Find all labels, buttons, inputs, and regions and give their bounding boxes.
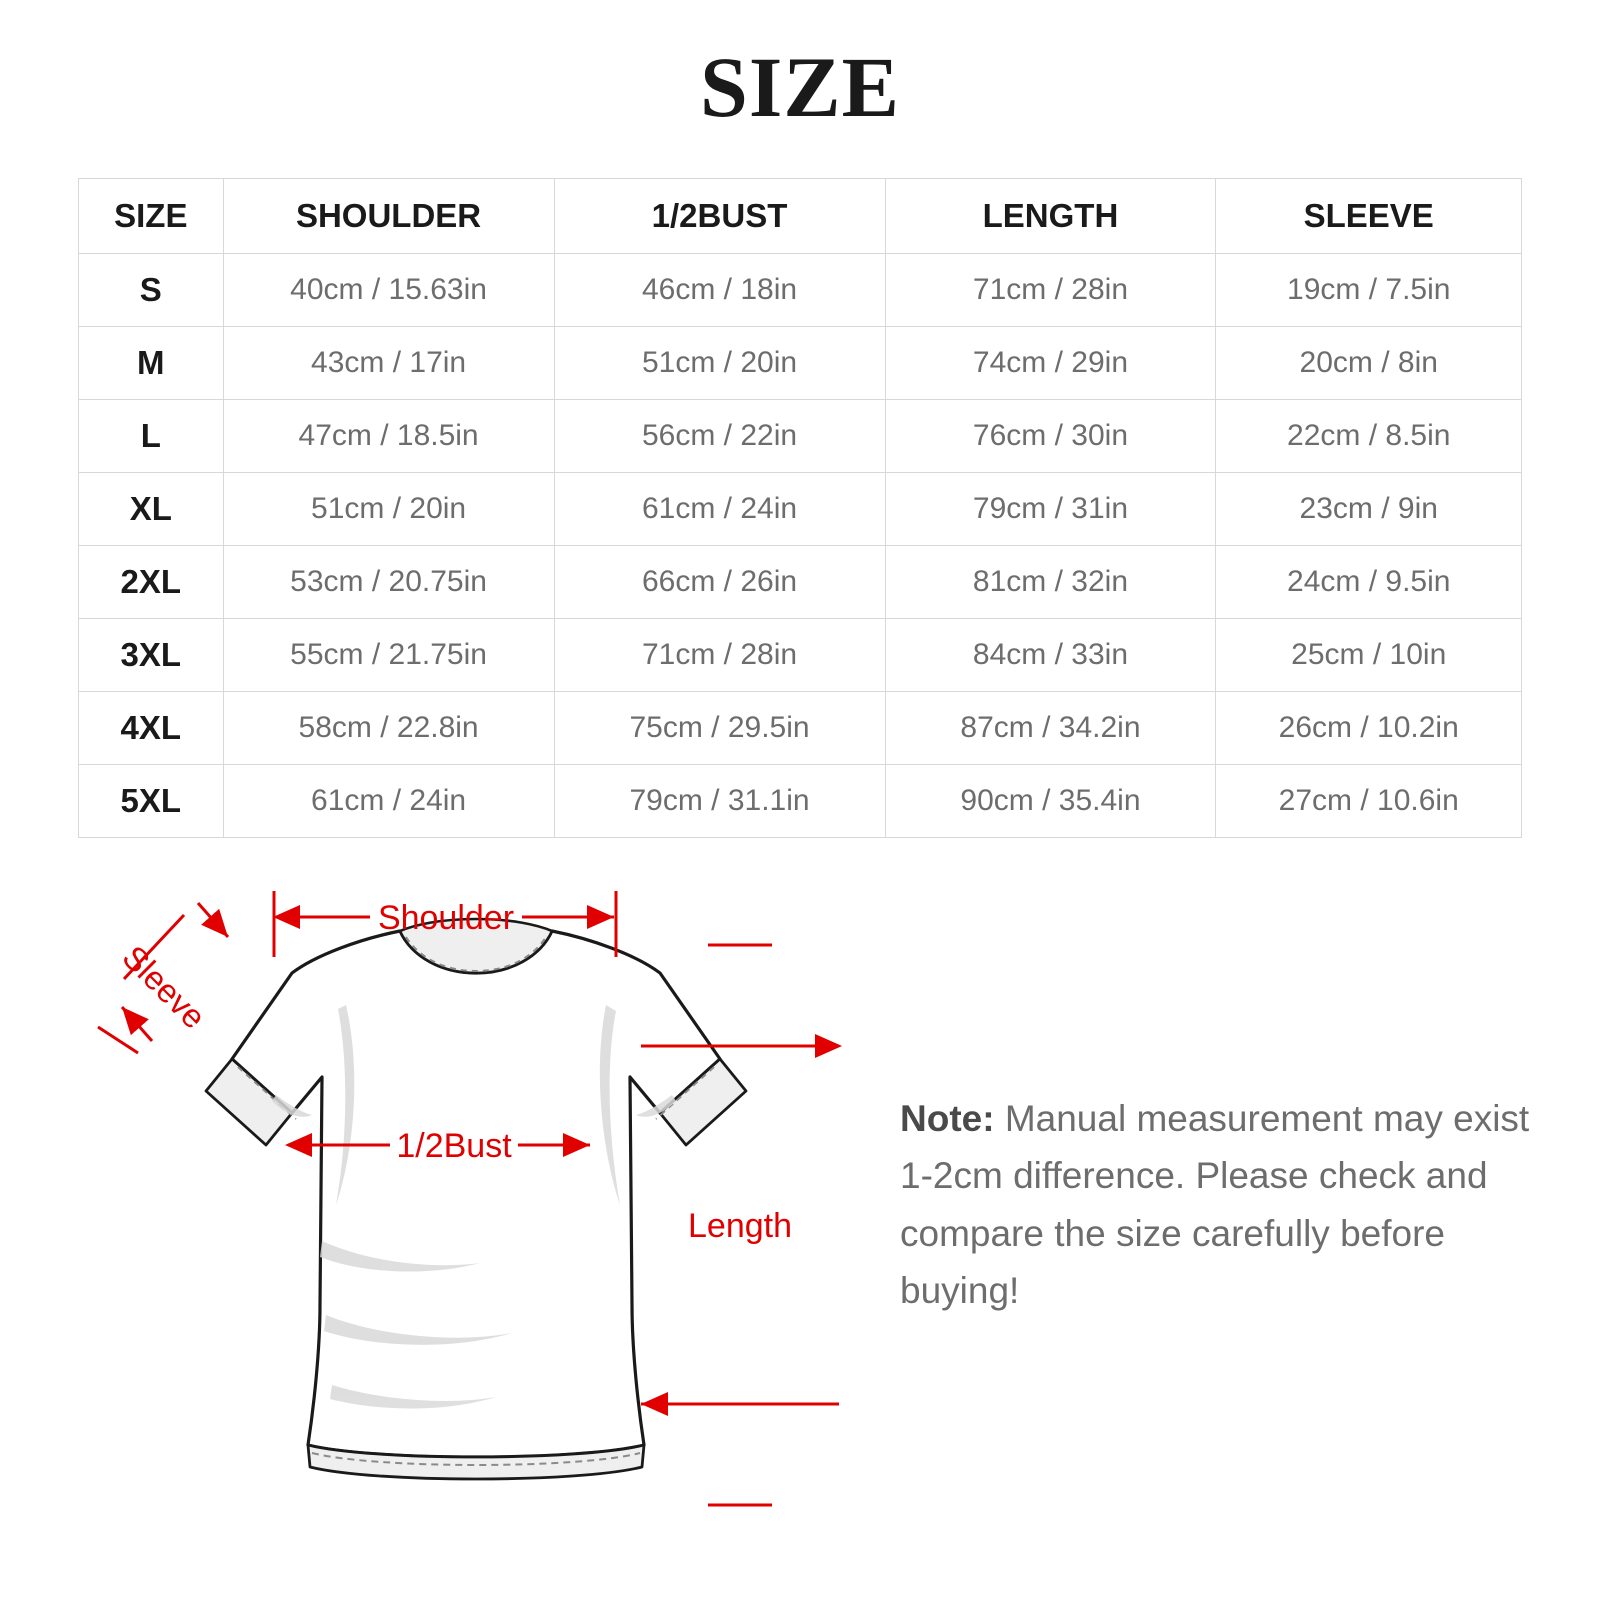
table-header-row	[79, 179, 1522, 254]
cell-sleeve: 24cm / 9.5in	[1216, 546, 1522, 619]
cell-halfbust: 75cm / 29.5in	[554, 692, 885, 765]
table-row	[79, 400, 1522, 473]
cell-shoulder: 53cm / 20.75in	[223, 546, 554, 619]
cell-length: 84cm / 33in	[885, 619, 1216, 692]
cell-sleeve: 27cm / 10.6in	[1216, 765, 1522, 838]
cell-halfbust: 79cm / 31.1in	[554, 765, 885, 838]
measurement-note	[900, 1090, 1540, 1319]
label-half-bust: 1/2Bust	[396, 1127, 512, 1165]
tshirt-illustration	[206, 919, 746, 1479]
cell-size: M	[79, 327, 224, 400]
note-label: Note:	[900, 1098, 995, 1139]
column-header-size: SIZE	[79, 179, 224, 254]
cell-shoulder: 43cm / 17in	[223, 327, 554, 400]
cell-halfbust: 51cm / 20in	[554, 327, 885, 400]
cell-size: 3XL	[79, 619, 224, 692]
cell-size: S	[79, 254, 224, 327]
label-sleeve: Sleeve	[115, 938, 213, 1036]
cell-length: 87cm / 34.2in	[885, 692, 1216, 765]
cell-halfbust: 66cm / 26in	[554, 546, 885, 619]
table-row	[79, 619, 1522, 692]
cell-length: 76cm / 30in	[885, 400, 1216, 473]
cell-length: 90cm / 35.4in	[885, 765, 1216, 838]
cell-shoulder: 61cm / 24in	[223, 765, 554, 838]
column-header-shoulder: SHOULDER	[223, 179, 554, 254]
cell-size: 2XL	[79, 546, 224, 619]
column-header-halfbust: 1/2BUST	[554, 179, 885, 254]
column-header-sleeve: SLEEVE	[1216, 179, 1522, 254]
table-row	[79, 254, 1522, 327]
cell-sleeve: 23cm / 9in	[1216, 473, 1522, 546]
cell-size: L	[79, 400, 224, 473]
cell-halfbust: 46cm / 18in	[554, 254, 885, 327]
cell-length: 71cm / 28in	[885, 254, 1216, 327]
cell-shoulder: 51cm / 20in	[223, 473, 554, 546]
cell-sleeve: 22cm / 8.5in	[1216, 400, 1522, 473]
cell-shoulder: 47cm / 18.5in	[223, 400, 554, 473]
cell-sleeve: 26cm / 10.2in	[1216, 692, 1522, 765]
cell-sleeve: 20cm / 8in	[1216, 327, 1522, 400]
cell-shoulder: 55cm / 21.75in	[223, 619, 554, 692]
cell-sleeve: 19cm / 7.5in	[1216, 254, 1522, 327]
cell-length: 81cm / 32in	[885, 546, 1216, 619]
tshirt-measurement-diagram	[60, 845, 880, 1565]
cell-halfbust: 61cm / 24in	[554, 473, 885, 546]
cell-length: 79cm / 31in	[885, 473, 1216, 546]
label-length: Length	[688, 1207, 792, 1245]
size-chart-table	[78, 178, 1522, 838]
cell-sleeve: 25cm / 10in	[1216, 619, 1522, 692]
table-row	[79, 473, 1522, 546]
page-title: SIZE	[699, 39, 901, 135]
cell-length: 74cm / 29in	[885, 327, 1216, 400]
cell-shoulder: 58cm / 22.8in	[223, 692, 554, 765]
cell-size: 5XL	[79, 765, 224, 838]
cell-size: 4XL	[79, 692, 224, 765]
column-header-length: LENGTH	[885, 179, 1216, 254]
table-row	[79, 327, 1522, 400]
cell-halfbust: 71cm / 28in	[554, 619, 885, 692]
cell-halfbust: 56cm / 22in	[554, 400, 885, 473]
table-row	[79, 765, 1522, 838]
note-text: Manual measurement may exist 1-2cm difference. Please check and compare the size carefully before buying!	[900, 1098, 1530, 1312]
label-shoulder: Shoulder	[377, 899, 515, 937]
table-row	[79, 546, 1522, 619]
cell-size: XL	[79, 473, 224, 546]
table-row	[79, 692, 1522, 765]
cell-shoulder: 40cm / 15.63in	[223, 254, 554, 327]
